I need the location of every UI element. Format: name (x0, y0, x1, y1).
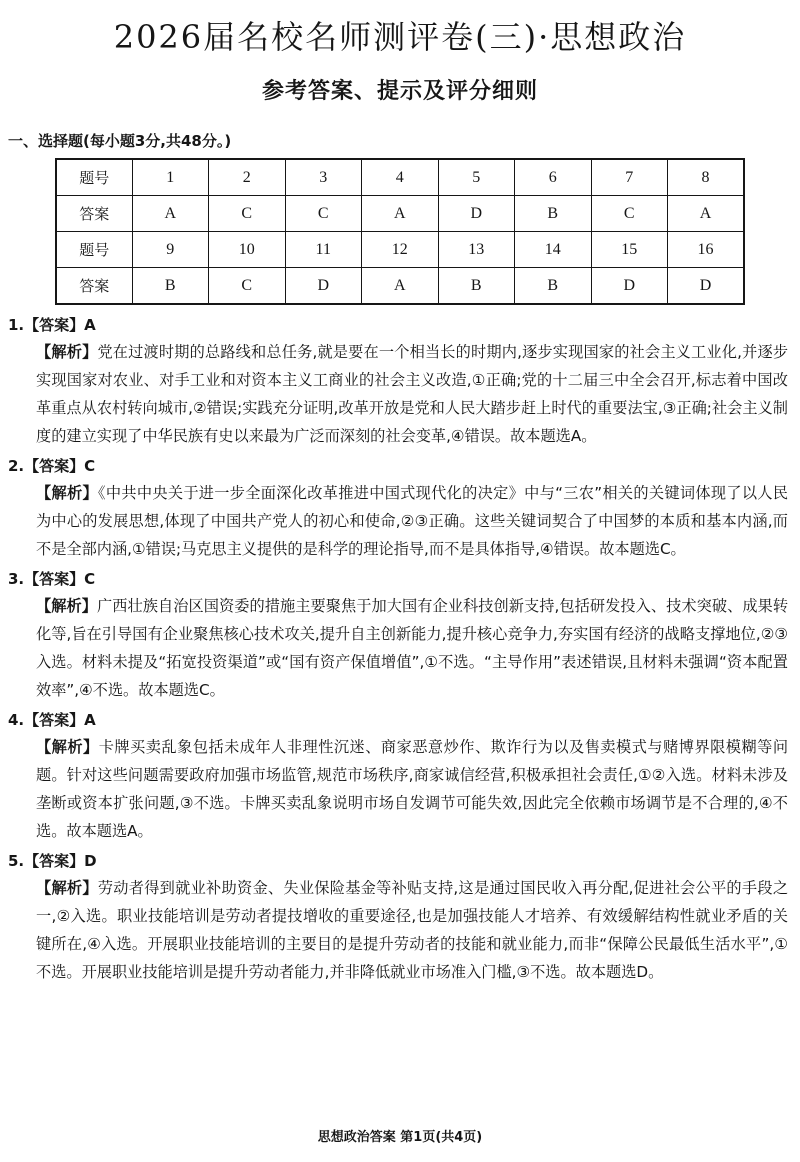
question-4 (8, 707, 788, 845)
table-cell: 16 (668, 232, 745, 268)
analysis-paragraph (8, 479, 788, 563)
analysis-text: 《中共中央关于进一步全面深化改革推进中国式现代化的决定》中与“三农”相关的关键词体现了以人民为中心的发展思想,体现了中国共产党人的初心和使命,②③正确。这些关键词契合了中国梦的本质和基本内涵,而不是全部内涵,①错误;马克思主义提供的是科学的理论指导,而不是具体指导,④错误。故本题选C。 (36, 484, 789, 558)
analysis-tag: 【解析】 (36, 597, 97, 615)
table-cell: C (285, 196, 362, 232)
table-cell: C (209, 196, 286, 232)
table-cell: 4 (362, 159, 439, 196)
table-cell: 3 (285, 159, 362, 196)
question-3 (8, 566, 788, 704)
table-cell: A (362, 268, 439, 305)
table-row (56, 232, 744, 268)
section-heading-choice: 一、选择题(每小题3分,共48分。) (8, 132, 232, 150)
table-cell: 6 (515, 159, 592, 196)
analysis-paragraph (8, 733, 788, 845)
analysis-paragraph (8, 874, 788, 986)
table-cell: A (362, 196, 439, 232)
table-row (56, 268, 744, 305)
page-subtitle: 参考答案、提示及评分细则 (261, 79, 538, 104)
analysis-tag: 【解析】 (36, 738, 99, 756)
analysis-tag: 【解析】 (36, 484, 98, 502)
row-label: 答案 (56, 196, 132, 232)
table-cell: A (132, 196, 209, 232)
table-cell: 9 (132, 232, 209, 268)
table-cell: C (209, 268, 286, 305)
table-cell: 8 (668, 159, 745, 196)
row-label: 答案 (56, 268, 132, 305)
page-title: 2026届名校名师测评卷(三)·思想政治 (113, 18, 687, 56)
table-cell: 13 (438, 232, 515, 268)
table-row (56, 159, 744, 196)
table-cell: B (515, 196, 592, 232)
table-cell: B (132, 268, 209, 305)
analysis-paragraph (8, 592, 788, 704)
table-cell: D (285, 268, 362, 305)
question-1 (8, 312, 788, 450)
answer-heading: 4.【答案】A (8, 711, 96, 729)
table-cell: 15 (591, 232, 668, 268)
answer-table (55, 158, 745, 305)
table-cell: B (515, 268, 592, 305)
table-cell: 1 (132, 159, 209, 196)
answer-heading: 3.【答案】C (8, 570, 96, 588)
question-list (8, 312, 788, 989)
answer-heading: 5.【答案】D (8, 852, 97, 870)
analysis-tag: 【解析】 (36, 879, 98, 897)
table-cell: 11 (285, 232, 362, 268)
table-cell: D (591, 268, 668, 305)
analysis-text: 党在过渡时期的总路线和总任务,就是要在一个相当长的时期内,逐步实现国家的社会主义工业化,并逐步实现国家对农业、对手工业和对资本主义工商业的社会主义改造,①正确;党的十二届三中全会召开,标志着中国改革重点从农村转向城市,②错误;实践充分证明,改革开放是党和人民大踏步赶上时代的重要法宝,③正确;社会主义制度的建立实现了中华民族有史以来最为广泛而深刻的社会变革,④错误。故本题选A。 (36, 343, 789, 445)
analysis-paragraph (8, 338, 788, 450)
analysis-text: 劳动者得到就业补助资金、失业保险基金等补贴支持,这是通过国民收入再分配,促进社会公平的手段之一,②入选。职业技能培训是劳动者提技增收的重要途径,也是加强技能人才培养、有效缓解结构性就业矛盾的关键所在,④入选。开展职业技能培训的主要目的是提升劳动者的技能和就业能力,而非“保障公民最低生活水平”,①不选。开展职业技能培训是提升劳动者能力,并非降低就业市场准入门槛,③不选。故本题选D。 (36, 879, 789, 981)
table-cell: C (591, 196, 668, 232)
table-cell: 14 (515, 232, 592, 268)
table-cell: A (668, 196, 745, 232)
table-cell: 2 (209, 159, 286, 196)
table-cell: D (438, 196, 515, 232)
question-2 (8, 453, 788, 563)
table-cell: 5 (438, 159, 515, 196)
answer-heading: 2.【答案】C (8, 457, 96, 475)
analysis-text: 卡牌买卖乱象包括未成年人非理性沉迷、商家恶意炒作、欺诈行为以及售卖模式与赌博界限模糊等问题。针对这些问题需要政府加强市场监管,规范市场秩序,商家诚信经营,积极承担社会责任,①②入选。材料未涉及垄断或资本扩张问题,③不选。卡牌买卖乱象说明市场自发调节可能失效,因此完全依赖市场调节是不合理的,④不选。故本题选A。 (36, 738, 789, 840)
answer-heading: 1.【答案】A (8, 316, 96, 334)
row-label: 题号 (56, 232, 132, 268)
analysis-text: 广西壮族自治区国资委的措施主要聚焦于加大国有企业科技创新支持,包括研发投入、技术突破、成果转化等,旨在引导国有企业聚焦核心技术攻关,提升自主创新能力,提升核心竞争力,夯实国有经济的战略支撑地位,②③入选。材料未提及“拓宽投资渠道”或“国有资产保值增值”,①不选。“主导作用”表述错误,且材料未强调“资本配置效率”,④不选。故本题选C。 (36, 597, 789, 699)
row-label: 题号 (56, 159, 132, 196)
table-cell: 12 (362, 232, 439, 268)
table-cell: 7 (591, 159, 668, 196)
table-cell: B (438, 268, 515, 305)
question-5 (8, 848, 788, 986)
analysis-tag: 【解析】 (36, 343, 98, 361)
table-cell: D (668, 268, 745, 305)
table-cell: 10 (209, 232, 286, 268)
table-row (56, 196, 744, 232)
page-footer: 思想政治答案 第1页(共4页) (317, 1130, 483, 1145)
